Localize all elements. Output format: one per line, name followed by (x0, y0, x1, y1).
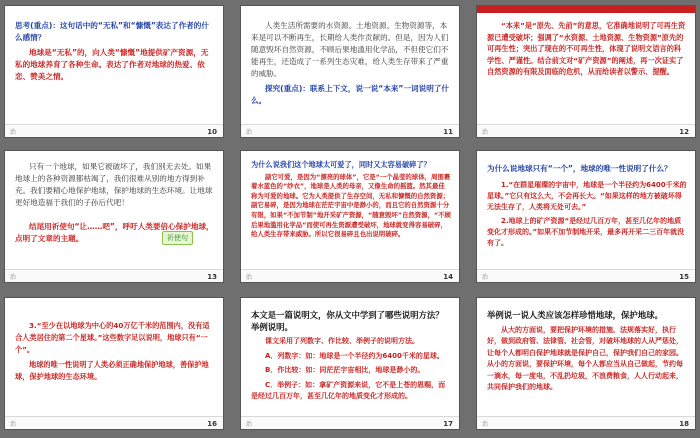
slide-number: 11 (443, 128, 453, 136)
slide-answer: 地球是“无私”的，向人类“慷慨”地提供矿产资源，无私的地球养育了各种生命。表达了作者对地球的热爱、依恋、赞美之情。 (15, 48, 209, 81)
slide-number: 18 (679, 420, 689, 428)
footer-left: 治 (482, 274, 489, 281)
slide-answer: 从大的方面说，要把保护环境的措施、法规落实好，执行好，做到政府管、法律管、社会管，对破坏地球的人从严惩处，让每个人都明白保护地球就是保护自己，保护我们自己的家园。从小的方面说，要保护环境，每个人都应当从自己做起，节约每一滴水，每一度电，不乱扔垃圾，不浪费粮食，人人行动起来，共同保护我们的地球。 (487, 325, 683, 391)
slide-number: 12 (679, 128, 689, 136)
footer-left: 治 (246, 129, 253, 136)
footer-left: 治 (10, 129, 17, 136)
slide-footer (5, 416, 223, 429)
slide-number: 17 (443, 420, 453, 428)
slide-number: 15 (679, 273, 689, 281)
slide-heading: 本文是一篇说明文，你从文中学到了哪些说明方法？举例说明。 (251, 310, 444, 332)
slide-footer (477, 416, 695, 429)
slide-answer: 副它可爱，是因为“漂亮的球体”，它是“一个晶莹的球体，周围裹着水蓝色的“纱衣”，地球是人类的母亲，又像生命的摇篮。然其最佳称为可爱的地球。它为人类提供了生存空间，无私和慷慨的自然资源；副它易碎，是因为地球在茫茫宇宙中是渺小的，而且它的自然资源十分有限，如果“不加节制”地开采矿产资源，“随意毁坏”自然资源，“不顾后果地滥用化学品”而使可再生资源遭受破坏，地球就变得容易破碎，给人类生存带来威胁。所以它很易碎且也出说明破碎。 (251, 172, 451, 239)
slide-heading: 举例说一说人类应该怎样珍惜地球，保护地球。 (487, 310, 663, 320)
imperative-sentence-tag: 祈使句 (162, 231, 193, 245)
slide-lead: 课文采用了列数字、作比较、举例子的说明方法。 (265, 337, 419, 345)
slide-footer (241, 124, 459, 137)
footer-left: 治 (482, 129, 489, 136)
slide-number: 13 (207, 273, 217, 281)
slide-10[interactable] (4, 5, 224, 138)
slide-12[interactable] (476, 5, 696, 138)
slide-14[interactable] (240, 150, 460, 283)
slide-question: 探究(重点)：联系上下文，说一说“本来”一词说明了什么。 (251, 84, 449, 105)
slide-footer (5, 269, 223, 282)
slide-footer (477, 124, 695, 137)
slide-list-item: 3.“至少在以地球为中心的40万亿千米的范围内，没有适合人类居住的第二个星球。”这些数字足以说明，地球只有“一个”。 (15, 321, 210, 354)
footer-left: 治 (10, 274, 17, 281)
slide-list-item: A．列数字：如：地球是一个半径约为6400千米的星球。 (265, 351, 444, 360)
slide-question: 为什么说地球只有“一个”，地球的唯一性说明了什么？ (487, 164, 672, 173)
slide-topbar (477, 6, 695, 13)
slide-question: 为什么说我们这个地球太可爱了，同时又太容易破碎了？ (251, 160, 431, 169)
footer-left: 治 (482, 421, 489, 428)
slide-list-item: 2.地球上的矿产资源“是经过几百万年，甚至几亿年的地质变化才形成的。”如果不加节制地开采，最多再开采二三百年就没有了。 (487, 217, 685, 247)
slide-footer (241, 269, 459, 282)
slide-list-item: C．举例子：如：拿矿产资源来说，它不是上苍的恩赐，而是经过几百万年，甚至几亿年的地质变化才形成的。 (251, 380, 446, 400)
slide-question: 思考(重点)：这句话中的“无私”和“慷慨”表达了作者的什么感情？ (15, 21, 209, 42)
slide-list-item: B．作比较：如：同茫茫宇宙相比，地球是渺小的。 (265, 366, 425, 374)
slide-13[interactable] (4, 150, 224, 283)
slide-footer (477, 269, 695, 282)
slide-answer: “本来”是“原先、先前”的意思，它准确地说明了可再生资源已遭受破坏；强调了“水资源、土地资源、生物资源”原先的可再生性；突出了现在的不可再生性，体现了说明文语言的科学性、严谨性。结合前文对“矿产资源”的阐述，再一次证实了自然资源的有限及面临的危机，从而给读者以警示、提醒。 (487, 21, 686, 76)
slide-18[interactable] (476, 297, 696, 430)
footer-left: 治 (10, 421, 17, 428)
slide-footer (241, 416, 459, 429)
slide-list-item: 地球的唯一性说明了人类必须正确地保护地球，善保护地球，保护地球的生态环境。 (15, 360, 209, 381)
slide-passage: 人类生活所需要的水资源、土地资源、生物资源等，本来是可以不断再生，长期给人类作贡献的。但是，因为人们随意毁坏自然资源，不顾后果地滥用化学品，不但使它们不能再生，还造成了一系列生态灾难，给人类生存带来了严重的威胁。 (251, 21, 449, 78)
slide-answer: 结尾用祈使句“让……吧”，呼吁人类要倍心保护地球，点明了文章的主题。 (15, 222, 214, 243)
slide-11[interactable] (240, 5, 460, 138)
slide-number: 14 (443, 273, 453, 281)
slide-number: 16 (207, 420, 217, 428)
footer-left: 治 (246, 421, 253, 428)
slide-16[interactable] (4, 297, 224, 430)
slide-footer (5, 124, 223, 137)
slide-17[interactable] (240, 297, 460, 430)
slide-number: 10 (207, 128, 217, 136)
slide-passage: 只有一个地球，如果它被破坏了，我们别无去处。如果地球上的各种资源都枯竭了，我们很难从别的地方得到补充。我们要精心地保护地球，保护地球的生态环境。让地球更好地造福于我们的子孙后代吧！ (15, 162, 213, 207)
footer-left: 治 (246, 274, 253, 281)
slide-15[interactable] (476, 150, 696, 283)
slide-list-item: 1.“在群星璀璨的宇宙中，地球是一个半径约为6400千米的星球。”它只有这么大，不会再长大。“如果这样的地方被破坏得无法生存了，人类将无处可去。” (487, 181, 687, 211)
